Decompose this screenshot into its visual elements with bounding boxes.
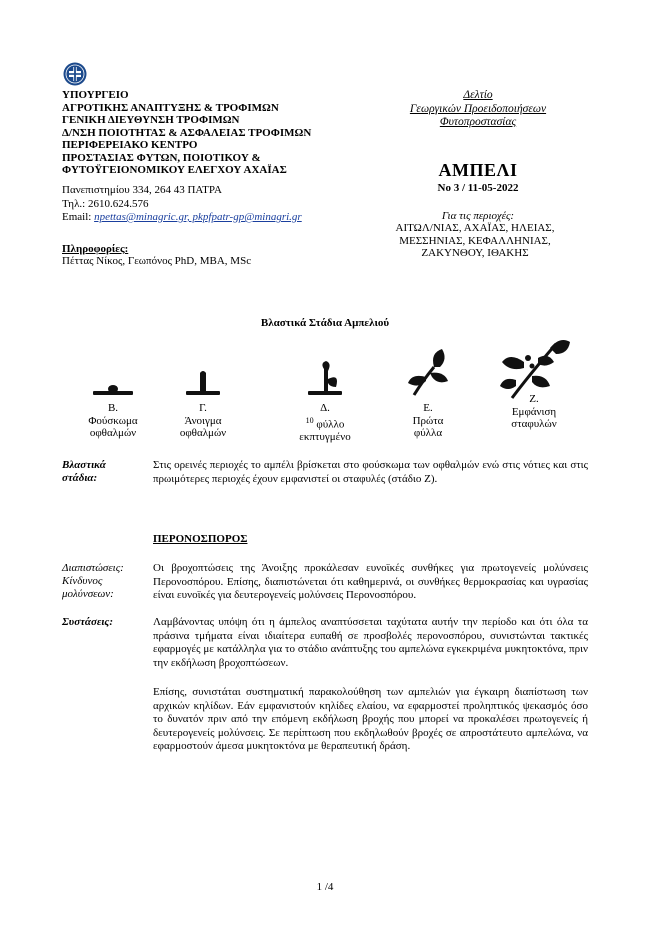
stage-e xyxy=(388,345,468,440)
stage-b xyxy=(73,345,153,440)
stage-letter: Ζ. xyxy=(529,393,539,405)
regions-list xyxy=(350,222,600,260)
org-line: ΦΥΤΟΫΓΕΙΟΝΟΜΙΚΟΥ ΕΛΕΓΧΟΥ ΑΧΑΪΑΣ xyxy=(62,164,287,176)
recommendations-text: Λαμβάνοντας υπόψη ότι η άμπελος αναπτύσσεται ταχύτατα αυτήν την περίοδο και ότι όλα τα πράσινα τμήματα είναι ιδιαίτερα ευπαθή σε προσβολές περονοσπόρου, συνιστώνται τακτικές εφαρμογές με κατάλληλα για το στάδιο ανάπτυξης του αμπελώνα εγκεκριμένα μυκητοκτόνα, πριν την εκδήλωση βροχοπτώσεων. xyxy=(153,616,588,669)
findings-labels xyxy=(62,562,148,601)
stage-label: $^{10}$ φύλλο xyxy=(305,415,345,431)
info-text: Πέττας Νίκος, Γεωπόνος PhD, MBA, MSc xyxy=(62,255,252,267)
stage-letter: Β. xyxy=(107,402,119,414)
risk-label: Κίνδυνος μολύνσεων: xyxy=(62,575,114,600)
bulletin-title xyxy=(378,89,578,130)
stage-label: Φούσκωμα xyxy=(88,414,138,427)
bulletin-line: Φυτοπροστασίας xyxy=(439,116,517,128)
greek-emblem-icon xyxy=(63,62,87,86)
crop-title: ΑΜΠΕΛΙ xyxy=(438,160,518,180)
address: Πανεπιστημίου 334, 264 43 ΠΑΤΡΑ xyxy=(62,184,222,196)
stage-label: Άνοιγμα οφθαλμών xyxy=(179,414,227,439)
stage-letter: Δ. xyxy=(320,402,330,414)
stage-label: σταφυλών xyxy=(511,418,557,430)
section-title: ΠΕΡΟΝΟΣΠΟΡΟΣ xyxy=(153,533,248,545)
email-label: Email: xyxy=(62,211,95,223)
issue-number: Νο 3 / 11-05-2022 xyxy=(437,182,519,194)
info-title: Πληροφορίες: xyxy=(62,243,129,255)
region-line: ΖΑΚΥΝΘΟΥ, ΙΘΑΚΗΣ xyxy=(421,247,529,260)
org-line: ΥΠΟΥΡΓΕΙΟ xyxy=(62,89,129,101)
stage-label: φύλλα xyxy=(413,427,443,439)
contact-block xyxy=(62,184,302,225)
bud-open-icon xyxy=(178,345,228,400)
org-line: Δ/ΝΣΗ ΠΟΙΟΤΗΤΑΣ & ΑΣΦΑΛΕΙΑΣ ΤΡΟΦΙΜΩΝ xyxy=(62,126,312,139)
leaves-icon xyxy=(400,345,456,400)
findings-text: Οι βροχοπτώσεις της Άνοιξης προκάλεσαν ευνοϊκές συνθήκες για πρωτογενείς μολύνσεις Περονοσπόρου. Επίσης, διαπιστώνεται ότι καθημερινά, οι συνθήκες θερμοκρασίας και υγρασίας είναι ευνοϊκές για δευτερογενείς μολύνσεις Περονοσπόρου. xyxy=(153,562,588,602)
org-line: ΑΓΡΟΤΙΚΗΣ ΑΝΑΠΤΥΞΗΣ & ΤΡΟΦΙΜΩΝ xyxy=(62,101,279,114)
regions-title: Για τις περιοχές: xyxy=(441,210,515,222)
stages-label: Βλαστικά στάδια: xyxy=(62,459,106,484)
org-line: ΠΕΡΙΦΕΡΕΙΑΚΟ ΚΕΝΤΡΟ xyxy=(62,139,198,151)
email-line xyxy=(62,211,302,225)
organization-block xyxy=(62,89,311,177)
stages-title: Βλαστικά Στάδια Αμπελιού xyxy=(260,317,390,329)
region-line: ΜΕΣΣΗΝΙΑΣ, ΚΕΦΑΛΛΗΝΙΑΣ, xyxy=(399,234,551,247)
stage-z xyxy=(494,345,574,431)
stage-c xyxy=(163,345,243,440)
recommendations-text-2: Επίσης, συνιστάται συστηματική παρακολούθηση των αμπελιών για έγκαιρη διαπίστωση των αρχικών κηλίδων. Εάν εμφανιστούν κηλίδες ελαίου, να εφαρμοστεί προληπτικός ψεκασμός όσο το δυνατόν πριν από την επόμενη εκδήλωση βροχής που μπορεί να προκαλέσει πρωτογενείς ή δευτερογενείς μολύνσεις. Σε περίπτωση που εκδηλωθούν βροχές σε απροστάτευτο αμπελώνα, να εφαρμοστούν άμεσα μυκητοκτόνα με θεραπευτική δράση. xyxy=(153,686,588,753)
org-line: ΠΡΟΣΤΑΣΙΑΣ ΦΥΤΩΝ, ΠΟΙΟΤΙΚΟΥ & xyxy=(62,151,261,164)
org-line: ΓΕΝΙΚΗ ΔΙΕΥΘΥΝΣΗ ΤΡΟΦΙΜΩΝ xyxy=(62,114,240,126)
stage-letter: Ε. xyxy=(423,402,433,414)
region-line: ΑΙΤΩΛ/ΝΙΑΣ, ΑΧΑΪΑΣ, ΗΛΕΙΑΣ, xyxy=(395,222,555,234)
stage-d xyxy=(285,345,365,443)
stages-text: Στις ορεινές περιοχές το αμπέλι βρίσκεται στο φούσκωμα των οφθαλμών ενώ στις νότιες και στις πρωιμότερες περιοχές έχουν εμφανιστεί οι σταφυλές (στάδιο Ζ). xyxy=(153,459,588,485)
email-link[interactable]: npettas@minagric.gr, pkpfpatr-gp@minagri.gr xyxy=(94,211,302,223)
stage-letter: Γ. xyxy=(199,402,207,414)
findings-label: Διαπιστώσεις: xyxy=(62,562,124,574)
grape-cluster-icon xyxy=(494,336,574,400)
page-number: 1 /4 xyxy=(316,881,334,893)
stage-label: οφθαλμών xyxy=(89,427,137,439)
bulletin-line: Δελτίο xyxy=(463,89,493,101)
bulletin-line: Γεωργικών Προειδοποιήσεων xyxy=(409,102,547,115)
bud-swell-icon xyxy=(88,345,138,400)
stage-label: Πρώτα xyxy=(412,414,444,427)
first-leaf-icon xyxy=(300,345,350,400)
stage-label: Εμφάνιση xyxy=(511,405,557,418)
stage-label: εκπτυγμένο xyxy=(299,430,351,443)
phone: Τηλ.: 2610.624.576 xyxy=(62,197,149,210)
recommendations-label: Συστάσεις: xyxy=(62,616,114,628)
